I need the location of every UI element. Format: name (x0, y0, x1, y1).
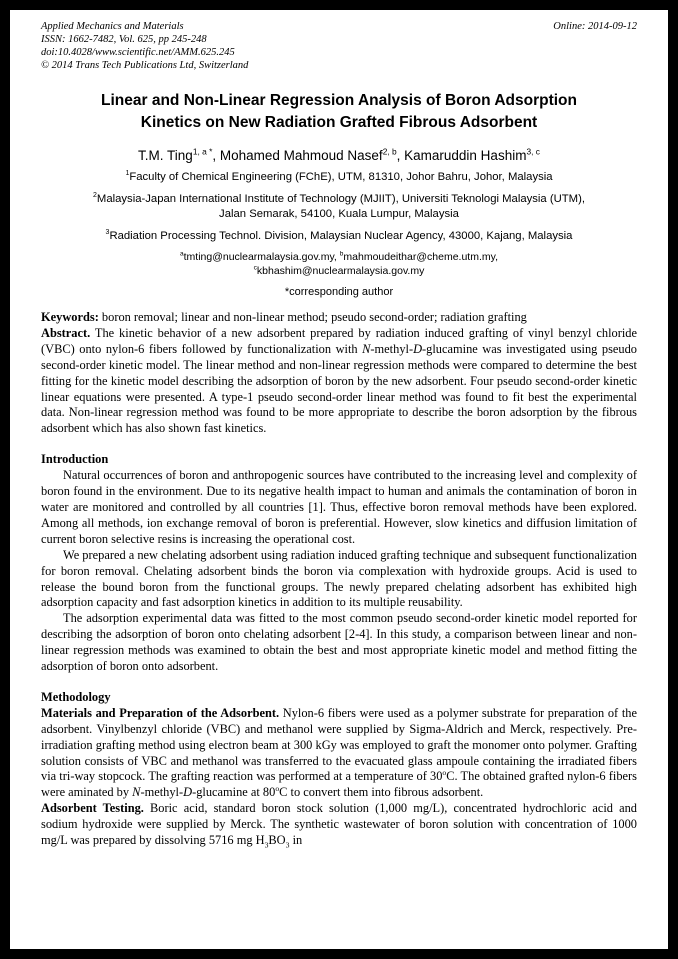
affiliation-3: $^3$Radiation Processing Technol. Division, Malaysian Nuclear Agency, 43000, Kajang, Malaysia (105, 229, 573, 242)
affiliation-2: $^2$Malaysia-Japan International Institute of Technology (MJIIT), Universiti Teknologi Malaysia (UTM), Jalan Semarak, 54100, Kuala Lumpur, Malaysia (93, 192, 585, 220)
authors-line: T.M. Ting$^{1, a *}$, Mohamed Mahmoud Nasef$^{2, b}$, Kamaruddin Hashim$^{3, c}$ (138, 146, 540, 163)
section-heading-introduction: Introduction (41, 452, 109, 467)
paper-title: Linear and Non-Linear Regression Analysis of Boron Adsorption Kinetics on New Radiation Grafted Fibrous Adsorbent (101, 92, 577, 131)
keywords-text: boron removal; linear and non-linear method; pseudo second-order; radiation grafting (98, 310, 527, 324)
author-emails: $^a$tmting@nuclearmalaysia.gov.my, $^b$mahmoudeithar@cheme.utm.my, $^c$kbhashim@nuclearmalaysia.gov.my (179, 250, 499, 277)
journal-info-block (41, 20, 248, 72)
affiliation-1: $^1$Faculty of Chemical Engineering (FChE), UTM, 81310, Johor Bahru, Johor, Malaysia (125, 170, 553, 183)
introduction-paragraph-3: The adsorption experimental data was fitted to the most common pseudo second-order kinetic model reported for describing the adsorption of boron onto chelating adsorbent [2-4]. In this study, a comparison between linear and non-linear regression methods was examined to obtain the best and most appropriate kinetic model and method fitting the adsorption of boron onto adsorbent. (41, 611, 637, 674)
introduction-paragraph-1: Natural occurrences of boron and anthropogenic sources have contributed to the increasing level and complexity of boron found in the environment. Due to its negative health impact to human and animals the contamination of boron in water are monitored and controlled by all countries [1]. Thus, effective boron removal methods have been explored. Among all methods, ion exchange removal of boron is preferential. However, slow kinetics and diffusion limitation of current boron selective resins is increasing the operational cost. (41, 468, 637, 546)
paper-page (10, 10, 668, 949)
journal-header (41, 20, 637, 72)
section-heading-methodology: Methodology (41, 689, 111, 704)
methodology-paragraph-2: Adsorbent Testing. Boric acid, standard boron stock solution (1,000 mg/L), concentrated hydrochloric acid and sodium hydroxide were supplied by Merck. The synthetic wastewater of boron solution with concentration of 1000 mg/L was prepared by dissolving 5716 mg $H_3BO_3$ in (41, 801, 637, 850)
journal-doi: doi:10.4028/www.scientific.net/AMM.625.245 (41, 47, 235, 58)
online-date: Online: 2014-09-12 (553, 21, 637, 32)
keywords-line (41, 310, 637, 326)
methodology-paragraph-1: Materials and Preparation of the Adsorbent. Nylon-6 fibers were used as a polymer substrate for preparation of the adsorbent. Vinylbenzyl chloride (VBC) and methanol were supplied by Sigma-Aldrich and Merck, respectively. Pre-irradiation grafting method using electron beam at 300 kGy was employed to graft the monomer onto polymer. Grafting solution consists of VBC and methanol was transferred to the evacuated glass ampoule containing the irradiated fibers via tri-way stopcock. The grafting reaction was performed at a temperature of 30$^o$C. The obtained grafted nylon-6 fibers were aminated by N-methyl-D-glucamine at 80$^o$C to convert them into fibrous adsorbent. (41, 705, 638, 800)
journal-title: Applied Mechanics and Materials (41, 21, 184, 32)
keywords-label: Keywords: (41, 310, 99, 324)
introduction-paragraph-2: We prepared a new chelating adsorbent using radiation induced grafting technique and subsequent functionalization for boron removal. Chelating adsorbent binds the boron via complexation with hydroxide groups. Acid is used to release the bound boron from the functional groups. The newly prepared chelating adsorbent has exhibited high adsorption capacity and fast adsorption kinetics in addition to its multiple reusability. (41, 547, 637, 610)
corresponding-author-note: *corresponding author (284, 286, 394, 298)
abstract-paragraph: Abstract. The kinetic behavior of a new adsorbent prepared by radiation induced grafting of vinyl benzyl chloride (VBC) onto nylon-6 fibers followed by functionalization with N-methyl-D-glucamine was investigated using pseudo second-order kinetic model. The linear method and non-linear regression methods were compared to determine the best fitting for the kinetic model describing the adsorption of boron by the new adsorbent. Four pseudo second-order kinetic linear equations were presented. A type-1 pseudo second-order linear method was found to fit best the experimental data. Non-linear regression method was found to be more appropriate to describe the boron adsorption by the fibrous adsorbent which has also shown fast kinetics. (41, 325, 637, 436)
journal-issn-volume: ISSN: 1662-7482, Vol. 625, pp 245-248 (41, 34, 207, 45)
journal-copyright: © 2014 Trans Tech Publications Ltd, Switzerland (41, 60, 249, 71)
